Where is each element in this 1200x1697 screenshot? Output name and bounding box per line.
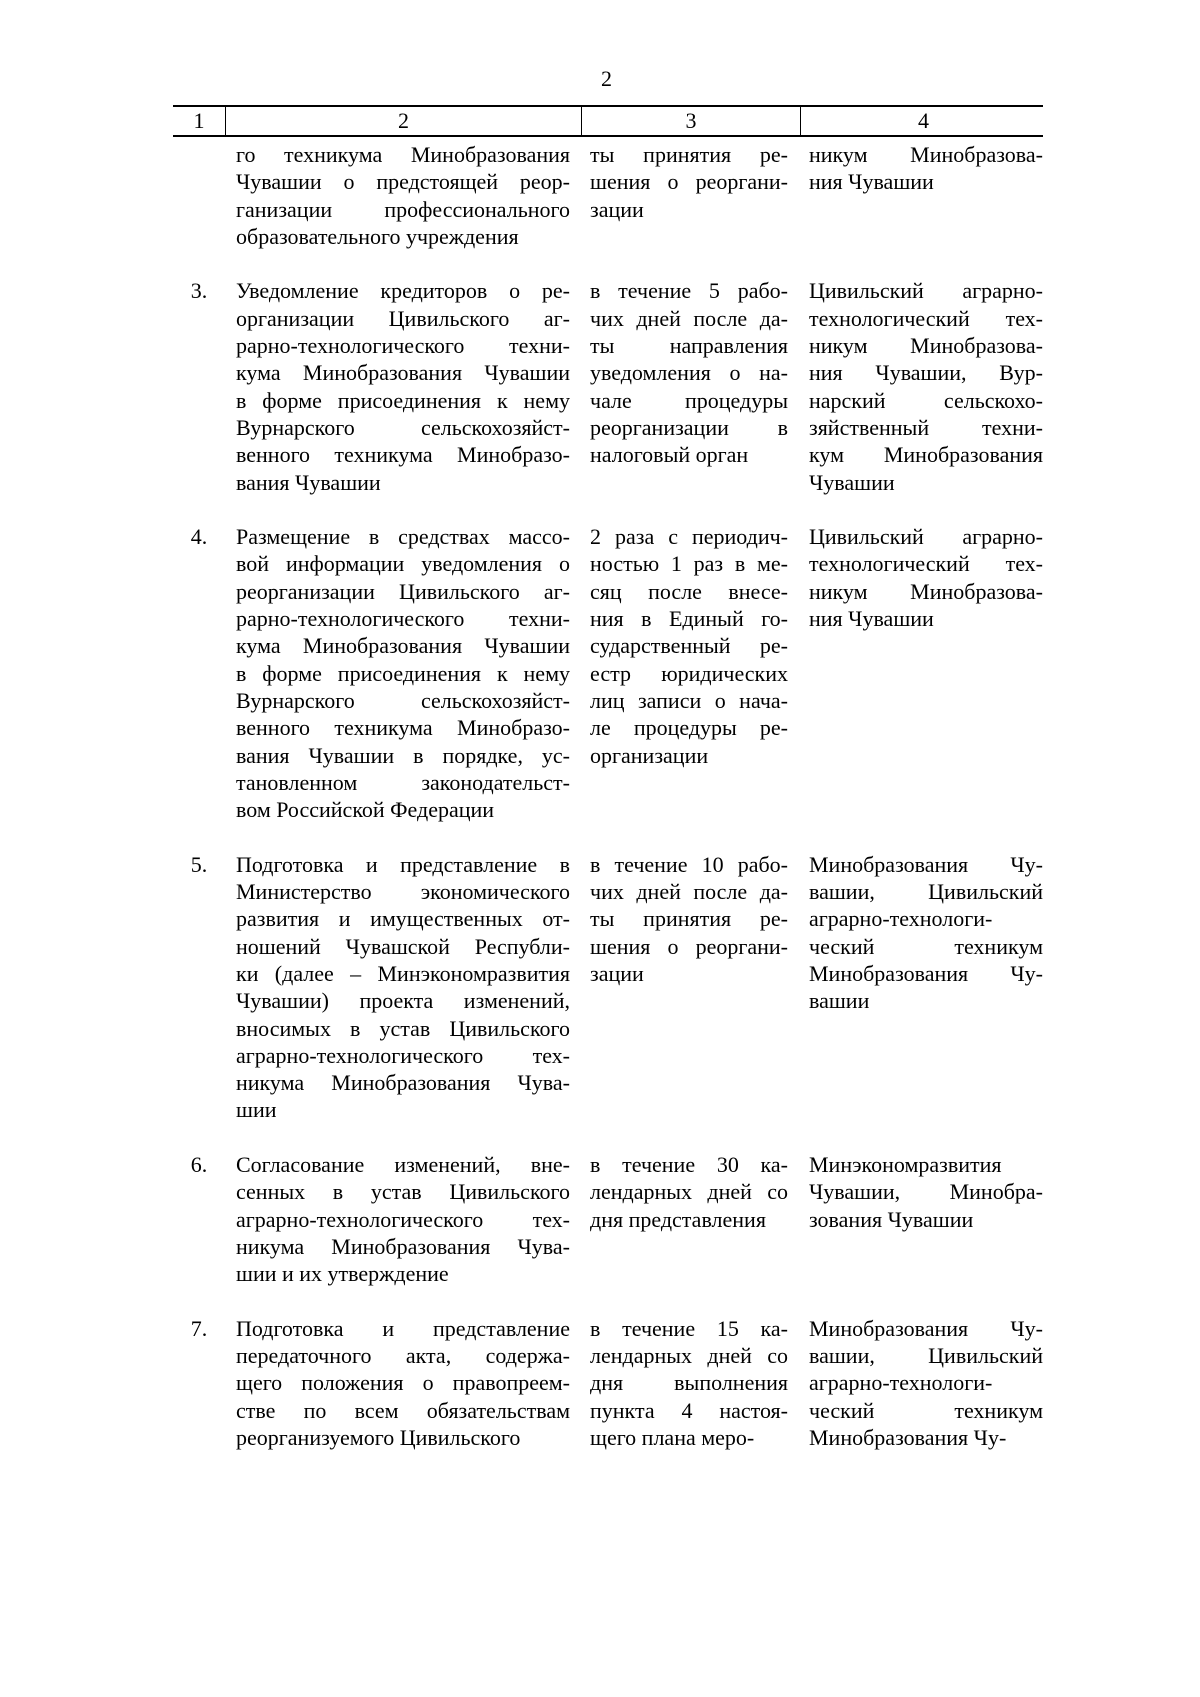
responsible-cell	[798, 1315, 1043, 1451]
table-row	[173, 141, 1043, 250]
responsible-line: технологический тех-	[809, 305, 1043, 331]
responsible-line: Минобразования Чу-	[809, 1424, 1007, 1450]
responsible-line: никум Минобразова-	[809, 142, 1043, 167]
deadline-line: реорганизации в	[590, 414, 788, 440]
responsible-line: ния Чувашии	[809, 169, 934, 195]
measure-description-line: аграрно-технологического тех-	[236, 1042, 570, 1068]
measure-description-line: образовательного учреждения	[236, 223, 519, 249]
measure-description-cell	[225, 1315, 580, 1451]
measure-description-line: Размещение в средствах массо-	[236, 524, 570, 550]
measure-description-line: рарно-технологического техни-	[236, 606, 570, 632]
measure-description-line: в форме присоединения к нему	[236, 387, 570, 413]
responsible-line: вашии, Цивильский	[809, 1343, 1043, 1369]
measure-description-cell	[225, 141, 580, 250]
measure-description-line: тановленном законодательст-	[236, 769, 570, 795]
deadline-line: лиц записи о нача-	[590, 687, 788, 713]
table-row	[173, 523, 1043, 823]
responsible-line: Чувашии, Минобра-	[809, 1179, 1043, 1205]
measure-description-line: Чувашии) проекта изменений,	[236, 988, 570, 1014]
measure-description-line: Вурнарского сельскохозяйст-	[236, 687, 570, 713]
row-number: 5.	[190, 851, 208, 877]
measure-description-line: венного техникума Минобразо-	[236, 715, 570, 741]
measure-description-line: Подготовка и представление	[236, 1315, 570, 1341]
table-row	[173, 277, 1043, 495]
measure-description-line: развития и имущественных от-	[236, 906, 570, 932]
header-col-3: 3	[581, 107, 800, 135]
deadline-cell	[580, 523, 798, 823]
responsible-cell	[798, 1151, 1043, 1287]
measure-description-line: вания Чувашии	[236, 469, 381, 495]
responsible-cell	[798, 523, 1043, 823]
responsible-line: зования Чувашии	[809, 1206, 974, 1232]
deadline-line: шения о реоргани-	[590, 933, 788, 959]
row-number: 7.	[190, 1315, 208, 1341]
measure-description-line: организации Цивильского аг-	[236, 305, 570, 331]
row-number: 6.	[190, 1151, 208, 1177]
responsible-line: технологический тех-	[809, 551, 1043, 577]
measure-description-line: передаточного акта, содержа-	[236, 1343, 570, 1369]
deadline-line: сяц после внесе-	[590, 578, 788, 604]
responsible-line: Минобразования Чу-	[809, 1315, 1043, 1341]
responsible-line: никум Минобразова-	[809, 333, 1043, 359]
measure-description-line: кума Минобразования Чувашии	[236, 360, 570, 386]
deadline-line: зации	[590, 196, 644, 222]
responsible-line: Минобразования Чу-	[809, 851, 1043, 877]
header-col-1: 1	[193, 108, 205, 133]
deadline-line: в течение 10 рабо-	[590, 851, 788, 877]
deadline-line: ле процедуры ре-	[590, 715, 788, 741]
deadline-line: уведомления о на-	[590, 360, 788, 386]
responsible-line: нарский сельскохо-	[809, 387, 1043, 413]
row-number	[173, 141, 225, 250]
measure-description-cell	[225, 277, 580, 495]
deadline-line: дня выполнения	[590, 1370, 788, 1396]
responsible-line: никум Минобразова-	[809, 578, 1043, 604]
measure-description-cell	[225, 523, 580, 823]
table-row	[173, 1315, 1043, 1451]
responsible-line: зяйственный техни-	[809, 414, 1043, 440]
measure-description-line: аграрно-технологического тех-	[236, 1206, 570, 1232]
measure-description-line: никума Минобразования Чува-	[236, 1070, 570, 1096]
deadline-line: ностью 1 раз в ме-	[590, 551, 788, 577]
measure-description-line: стве по всем обязательствам	[236, 1397, 570, 1423]
deadline-cell	[580, 141, 798, 250]
deadline-line: сударственный ре-	[590, 633, 788, 659]
deadline-line: организации	[590, 742, 709, 768]
header-col-2: 2	[225, 107, 581, 135]
deadline-line: лендарных дней со	[590, 1179, 788, 1205]
deadline-line: естр юридических	[590, 660, 788, 686]
table-row	[173, 851, 1043, 1124]
measure-description-line: реорганизации Цивильского аг-	[236, 578, 570, 604]
header-col-4: 4	[800, 107, 1046, 135]
responsible-line: вашии, Цивильский	[809, 879, 1043, 905]
table-row	[173, 1151, 1043, 1287]
measure-description-line: Согласование изменений, вне-	[236, 1151, 570, 1177]
measure-description-line: рарно-технологического техни-	[236, 333, 570, 359]
deadline-line: чих дней после да-	[590, 879, 788, 905]
deadline-line: шения о реоргани-	[590, 169, 788, 195]
deadline-line: 2 раза с периодич-	[590, 524, 788, 550]
page-number: 2	[601, 66, 612, 91]
measure-description-line: реорганизуемого Цивильского	[236, 1424, 521, 1450]
row-number: 4.	[190, 524, 208, 550]
responsible-line: Цивильский аграрно-	[809, 524, 1043, 550]
deadline-line: ния в Единый го-	[590, 606, 788, 632]
row-number: 3.	[190, 278, 208, 304]
measure-description-line: Уведомление кредиторов о ре-	[236, 278, 570, 304]
responsible-line: Цивильский аграрно-	[809, 278, 1043, 304]
responsible-line: ческий техникум	[809, 1397, 1043, 1423]
deadline-line: в течение 15 ка-	[590, 1315, 788, 1341]
measure-description-line: Министерство экономического	[236, 879, 570, 905]
deadline-line: чале процедуры	[590, 387, 788, 413]
responsible-line: ния Чувашии, Вур-	[809, 360, 1043, 386]
responsible-line: ния Чувашии	[809, 606, 934, 632]
measure-description-line: Подготовка и представление в	[236, 851, 570, 877]
measure-description-line: Чувашии о предстоящей реор-	[236, 169, 570, 195]
deadline-cell	[580, 277, 798, 495]
deadline-line: щего плана меро-	[590, 1424, 755, 1450]
deadline-line: зации	[590, 960, 644, 986]
responsible-line: аграрно-технологи-	[809, 906, 993, 932]
deadline-line: ты принятия ре-	[590, 906, 788, 932]
table-body	[173, 137, 1043, 1451]
measure-description-cell	[225, 1151, 580, 1287]
measure-description-line: шии и их утверждение	[236, 1261, 449, 1287]
deadline-line: пункта 4 настоя-	[590, 1397, 788, 1423]
deadline-cell	[580, 1151, 798, 1287]
measure-description-line: го техникума Минобразования	[236, 142, 570, 167]
deadline-cell	[580, 1315, 798, 1451]
deadline-line: ты принятия ре-	[590, 142, 788, 167]
responsible-cell	[798, 141, 1043, 250]
measure-description-line: сенных в устав Цивильского	[236, 1179, 570, 1205]
responsible-line: ческий техникум	[809, 933, 1043, 959]
deadline-line: налоговый орган	[590, 442, 749, 468]
responsible-line: вашии	[809, 988, 870, 1014]
responsible-cell	[798, 277, 1043, 495]
responsible-line: Минобразования Чу-	[809, 960, 1043, 986]
deadline-line: ты направления	[590, 333, 788, 359]
responsible-line: аграрно-технологи-	[809, 1370, 993, 1396]
measure-description-line: венного техникума Минобразо-	[236, 442, 570, 468]
measure-description-line: вания Чувашии в порядке, ус-	[236, 742, 570, 768]
responsible-line: Чувашии	[809, 469, 895, 495]
responsible-line: Минэкономразвития	[809, 1151, 1002, 1177]
measure-description-line: Вурнарского сельскохозяйст-	[236, 414, 570, 440]
plan-table	[173, 105, 1043, 1479]
deadline-line: лендарных дней со	[590, 1343, 788, 1369]
measure-description-line: ганизации профессионального	[236, 196, 570, 222]
measure-description-line: ки (далее – Минэкономразвития	[236, 960, 570, 986]
measure-description-cell	[225, 851, 580, 1124]
measure-description-line: в форме присоединения к нему	[236, 660, 570, 686]
measure-description-line: никума Минобразования Чува-	[236, 1233, 570, 1259]
table-header-row	[173, 105, 1043, 137]
measure-description-line: шии	[236, 1097, 277, 1123]
responsible-line: кум Минобразования	[809, 442, 1043, 468]
deadline-cell	[580, 851, 798, 1124]
measure-description-line: кума Минобразования Чувашии	[236, 633, 570, 659]
deadline-line: в течение 5 рабо-	[590, 278, 788, 304]
responsible-cell	[798, 851, 1043, 1124]
measure-description-line: вносимых в устав Цивильского	[236, 1015, 570, 1041]
measure-description-line: вом Российской Федерации	[236, 797, 495, 823]
measure-description-line: ношений Чувашской Республи-	[236, 933, 570, 959]
deadline-line: чих дней после да-	[590, 305, 788, 331]
deadline-line: в течение 30 ка-	[590, 1151, 788, 1177]
deadline-line: дня представления	[590, 1206, 766, 1232]
measure-description-line: щего положения о правопреем-	[236, 1370, 570, 1396]
measure-description-line: вой информации уведомления о	[236, 551, 570, 577]
